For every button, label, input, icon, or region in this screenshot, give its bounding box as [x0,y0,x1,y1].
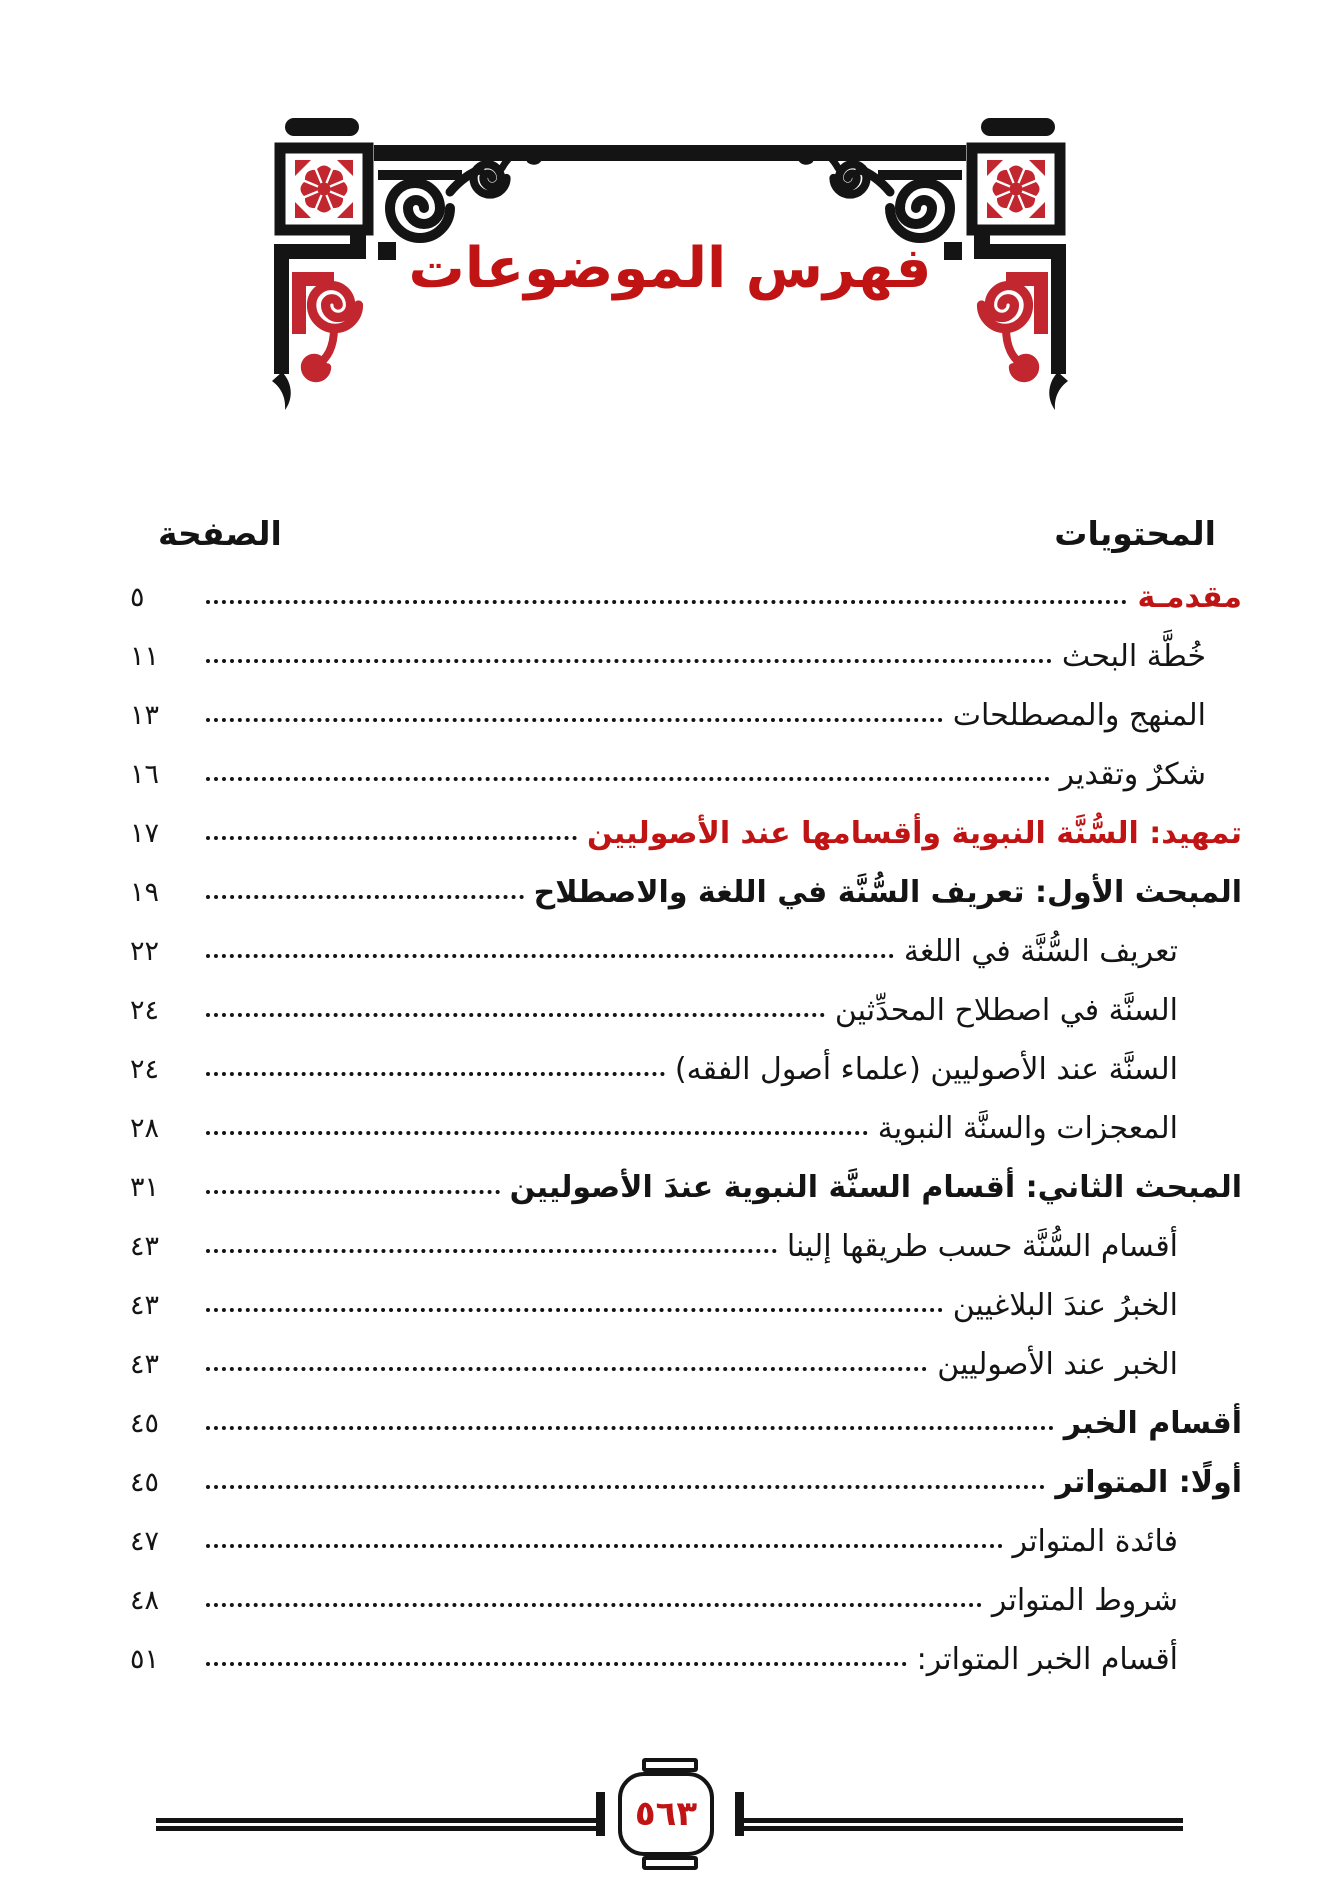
toc-entry [130,798,1242,857]
toc-entry-title: شروط المتواتر [991,1582,1178,1618]
toc-entry-title: مقدمـة [1137,579,1242,615]
toc-entry [130,621,1242,680]
toc-entry [130,1447,1242,1506]
toc-entry [130,1329,1242,1388]
toc-entry [130,1565,1242,1624]
toc-entry-title: فائدة المتواتر [1012,1523,1178,1559]
toc-entry [130,1506,1242,1565]
dot-leader [206,1485,1045,1489]
dot-leader [206,1662,907,1666]
toc-entry-title: المعجزات والسنَّة النبوية [877,1110,1178,1146]
toc-entry-page: ٥١ [130,1644,160,1675]
toc-entry [130,857,1242,916]
dot-leader [206,659,1052,663]
dot-leader [206,954,894,958]
footer-cartouche [596,1756,744,1872]
toc-entry-title: تمهيد: السُّنَّة النبوية وأقسامها عند الأصوليين [586,815,1242,851]
toc-entry-title: أقسام الخبر [1063,1405,1242,1441]
dot-leader [206,1013,825,1017]
toc-entry-title: المبحث الأول: تعريف السُّنَّة في اللغة والاصطلاح [533,874,1242,910]
toc-entry [130,680,1242,739]
toc-header [130,504,1242,562]
toc-entry-page: ٤٥ [130,1408,160,1439]
toc-entry [130,1211,1242,1270]
dot-leader [206,1544,1003,1548]
toc-entry-page: ٢٤ [130,1054,160,1085]
toc-entry-title: السنَّة في اصطلاح المحدِّثين [834,992,1178,1028]
toc-entry-page: ١٣ [130,700,160,731]
toc-entry-page: ١٧ [130,818,160,849]
toc-entry-page: ١٦ [130,759,160,790]
toc-entry-page: ١٩ [130,877,160,908]
page-title: فهرس الموضوعات [408,236,932,301]
toc-entry-title: السنَّة عند الأصوليين (علماء أصول الفقه) [674,1051,1178,1087]
toc-entry-page: ٤٨ [130,1585,160,1616]
page-column-label: الصفحة [158,513,282,553]
toc-entry [130,1093,1242,1152]
toc-entry [130,1034,1242,1093]
toc-entry-page: ٤٥ [130,1467,160,1498]
contents-column-label: المحتويات [1054,513,1216,553]
dot-leader [206,718,943,722]
cartouche-tab-bottom [642,1856,698,1870]
toc-entry-page: ٤٣ [130,1290,160,1321]
toc-entry-title: أقسام السُّنَّة حسب طريقها إلينا [786,1228,1178,1264]
dot-leader [206,1308,943,1312]
toc-entry [130,739,1242,798]
toc-entry-title: الخبرُ عندَ البلاغيين [952,1287,1178,1323]
toc-entry [130,1152,1242,1211]
dot-leader [206,1367,927,1371]
cartouche-side-bar-right [735,1792,744,1836]
dot-leader [206,777,1050,781]
cartouche-body [618,1772,714,1856]
toc-entry [130,975,1242,1034]
toc-entry-page: ٤٧ [130,1526,160,1557]
toc-entry-page: ٣١ [130,1172,160,1203]
toc-entry [130,562,1242,621]
toc-entry [130,1624,1242,1683]
toc-entry-title: شكرٌ وتقدير [1059,756,1206,792]
toc-entry-page: ٤٣ [130,1349,160,1380]
toc-entry [130,916,1242,975]
footer-page-number: ٥٦٣ [634,1794,698,1834]
toc-entry-page: ٢٨ [130,1113,160,1144]
toc-entry-page: ٤٣ [130,1231,160,1262]
dot-leader [206,1131,868,1135]
toc-entry-title: أولًا: المتواتر [1055,1464,1242,1500]
dot-leader [206,1072,665,1076]
toc-entry-page: ١١ [130,641,160,672]
dot-leader [206,1249,777,1253]
toc-entry [130,1270,1242,1329]
dot-leader [206,600,1127,604]
toc-list [130,562,1242,1683]
toc-entry-title: المبحث الثاني: أقسام السنَّة النبوية عندَ الأصوليين [509,1169,1242,1205]
toc-entry-page: ٢٢ [130,936,160,967]
cartouche-tab-top [642,1758,698,1772]
toc-entry-title: الخبر عند الأصوليين [937,1346,1178,1382]
toc-entry-title: خُطَّة البحث [1061,638,1206,674]
dot-leader [206,1190,500,1194]
table-of-contents [130,504,1242,1683]
dot-leader [206,1603,982,1607]
toc-entry [130,1388,1242,1447]
toc-entry-title: المنهج والمصطلحات [952,697,1206,733]
toc-entry-title: تعريف السُّنَّة في اللغة [903,933,1178,969]
dot-leader [206,836,577,840]
cartouche-side-bar-left [596,1792,605,1836]
dot-leader [206,1426,1054,1430]
toc-entry-page: ٥ [130,582,145,613]
dot-leader [206,895,524,899]
toc-entry-page: ٢٤ [130,995,160,1026]
toc-entry-title: أقسام الخبر المتواتر: [916,1641,1178,1677]
